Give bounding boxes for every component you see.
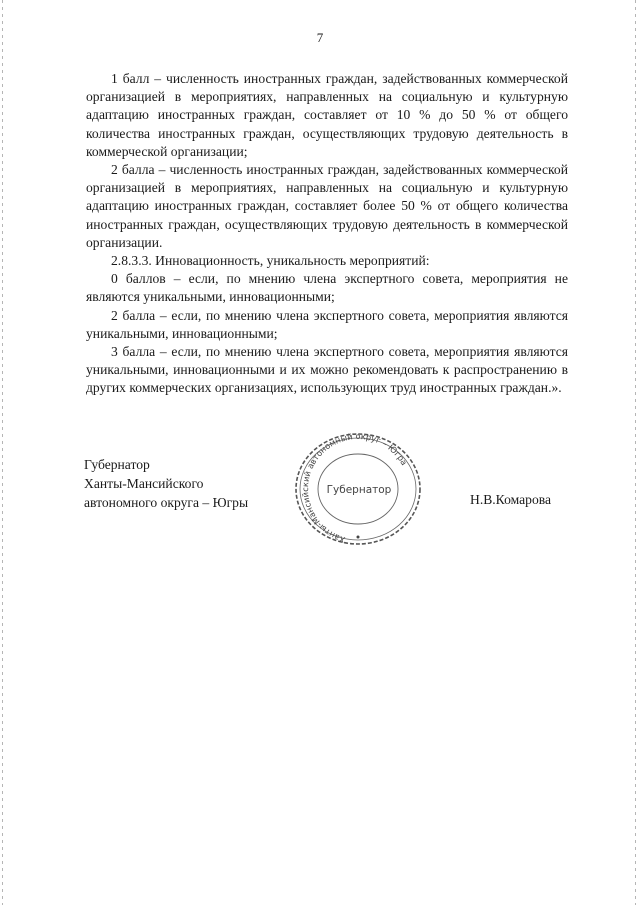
seal-ring-text: Ханты-Мансийский автономный округ – Югра	[300, 431, 410, 546]
signature-title-line-3: автономного округа – Югры	[84, 495, 249, 510]
signature-title-block	[84, 455, 248, 512]
paragraph-2-points-innovation: 2 балла – если, по мнению члена экспертного совета, мероприятия являются уникальными, инновационными;	[86, 307, 568, 341]
paragraph-1-point: 1 балл – численность иностранных граждан, задействованных коммерческой организацией в мероприятиях, направленных на социальную и культурную адаптацию иностранных граждан, составляет от 10 % до 50 % от общего количества иностранных граждан, осуществляющих трудовую деятельность в коммерческой организации;	[86, 71, 568, 159]
signature-title-line-2: Ханты-Мансийского	[84, 476, 204, 491]
scan-left-edge	[2, 0, 3, 905]
seal-star-mark	[357, 536, 360, 539]
scan-right-edge	[635, 0, 636, 905]
page-number: 7	[316, 30, 324, 45]
seal-center-text: Губернатор	[326, 484, 392, 496]
signer-name: Н.В.Комарова	[470, 492, 552, 507]
official-seal	[287, 431, 429, 549]
document-body	[86, 70, 568, 398]
signature-title-line-1: Губернатор	[84, 457, 150, 472]
paragraph-3-points: 3 балла – если, по мнению члена экспертного совета, мероприятия являются уникальными, инновационными и их можно рекомендовать к распространению в других коммерческих организациях, использующих труд иностранных граждан.».	[86, 344, 568, 396]
paragraph-2-points: 2 балла – численность иностранных граждан, задействованных коммерческой организацией в мероприятиях, направленных на социальную и культурную адаптацию иностранных граждан, составляет более 50 % от общего количества иностранных граждан, осуществляющих трудовую деятельность в коммерческой организации.	[86, 162, 568, 250]
paragraph-0-points: 0 баллов – если, по мнению члена экспертного совета, мероприятия не являются уникальными, инновационными;	[86, 271, 568, 305]
section-2-8-3-3-heading: 2.8.3.3. Инновационность, уникальность мероприятий:	[111, 253, 430, 269]
